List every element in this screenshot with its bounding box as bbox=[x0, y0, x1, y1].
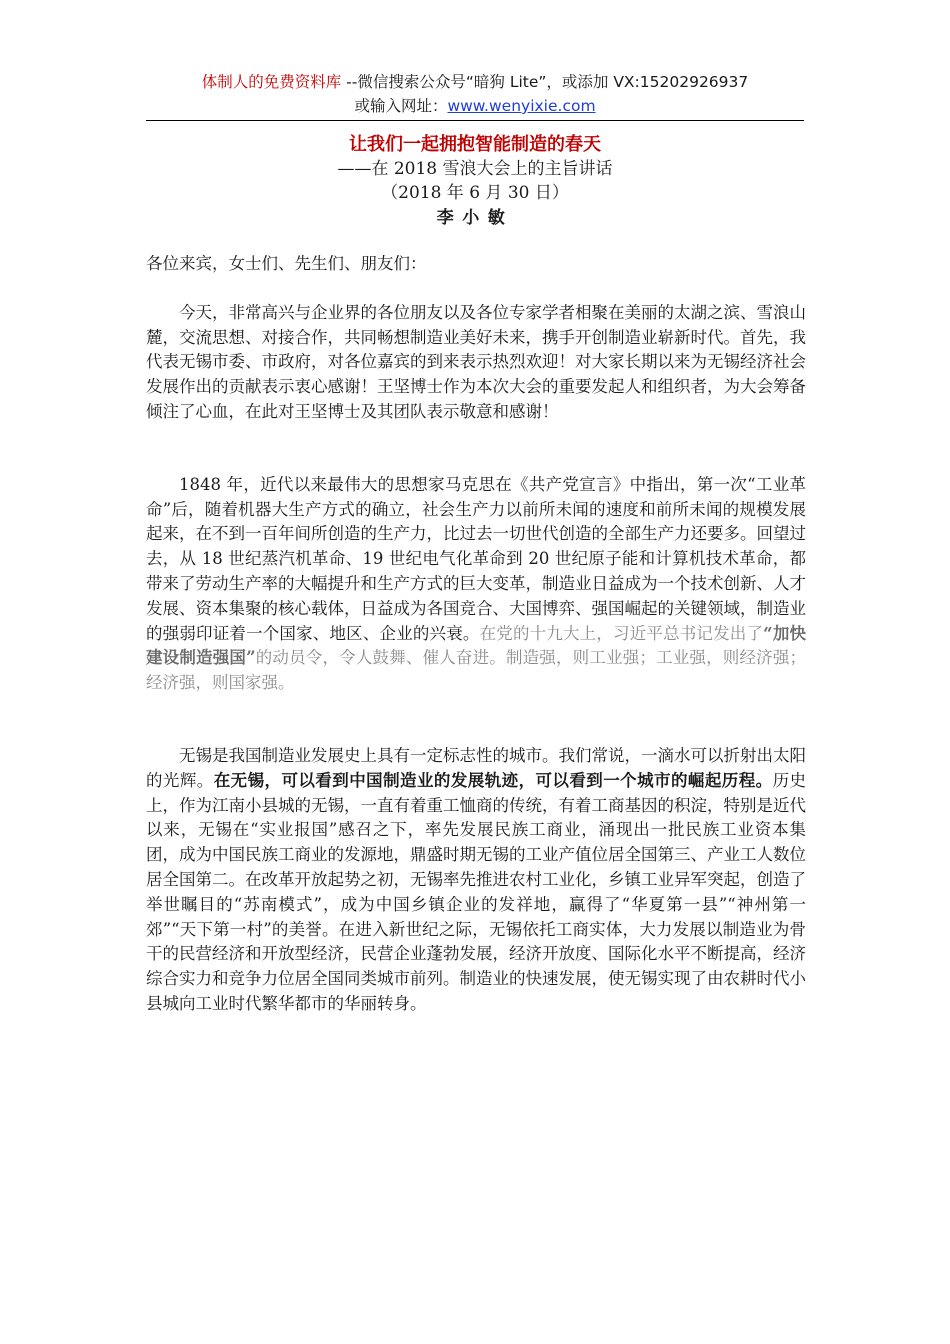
doc-date: （2018 年 6 月 30 日） bbox=[381, 183, 569, 203]
paragraph-spacer bbox=[146, 696, 806, 744]
paragraph-2-muted-bold: “加快建设制造强国” bbox=[146, 623, 807, 668]
header-brand: 体制人的免费资料库 bbox=[201, 73, 342, 91]
title-block bbox=[0, 133, 950, 231]
paragraph-3-a: 无锡是我国制造业发展史上具有一定标志性的城市。我们常说，一滴水可以折射出太阳的光辉。 bbox=[146, 745, 806, 790]
paragraph-2-muted-b: 的动员令，令人鼓舞、催人奋进。制造强，则工业强；工业强，则经济强；经济强，则国家强。 bbox=[146, 648, 807, 693]
doc-title: 让我们一起拥抱智能制造的春天 bbox=[349, 134, 601, 155]
header-line-2 bbox=[0, 94, 950, 118]
salutation: 各位来宾，女士们、先生们、朋友们： bbox=[146, 254, 427, 273]
doc-subtitle: ——在 2018 雪浪大会上的主旨讲话 bbox=[337, 159, 613, 179]
paragraph-3-b: 历史上，作为江南小县城的无锡，一直有着重工恤商的传统，有着工商基因的积淀，特别是近代以来，无锡在“实业报国”感召之下，率先发展民族工商业，涌现出一批民族工业资本集团，成为中国民族工商业的发源地，鼎盛时期无锡的工业产值位居全国第三、产业工人数位居全国第二。在改革开放起势之初，无锡率先推进农村工业化，乡镇工业异军突起，创造了举世瞩目的“苏南模式”，成为中国乡镇企业的发祥地，赢得了“华夏第一县”“神州第一郊”“天下第一村”的美誉。在进入新世纪之际，无锡依托工商实体，大力发展以制造业为骨干的民营经济和开放型经济，民营企业蓬勃发展，经济开放度、国际化水平不断提高，经济综合实力和竞争力位居全国同类城市前列。制造业的快速发展，使无锡实现了由农耕时代小县城向工业时代繁华都市的华丽转身。 bbox=[146, 770, 807, 1013]
paragraph-3-bold: 在无锡，可以看到中国制造业的发展轨迹，可以看到一个城市的崛起历程。 bbox=[213, 770, 773, 790]
paragraph-2 bbox=[146, 473, 806, 696]
header-site-link[interactable]: www.wenyixie.com bbox=[447, 97, 596, 115]
doc-author: 李小敏 bbox=[436, 208, 514, 228]
header-site-prefix: 或输入网址： bbox=[354, 97, 448, 115]
paragraph-spacer bbox=[146, 425, 806, 473]
document-body bbox=[146, 252, 806, 1017]
paragraph-2-main: 1848 年，近代以来最伟大的思想家马克思在《共产党宣言》中指出，第一次“工业革命”后，随着机器大生产方式的确立，社会生产力以前所未闻的速度和前所未闻的规模发展起来，在不到一百年间所创造的生产力，比过去一切世代创造的全部生产力还要多。回望过去，从 18 世纪蒸汽机革命、19 世纪电气化革命到 20 世纪原子能和计算机技术革命，都带来了劳动生产率的大幅提升和生产方式的巨大变革，制造业日益成为一个技术创新、人才发展、资本集聚的核心载体，日益成为各国竞合、大国博弈、强国崛起的关键领域，制造业的强弱印证着一个国家、地区、企业的兴衰。 bbox=[146, 474, 806, 643]
header-line-1 bbox=[0, 70, 950, 94]
paragraph-2-muted-a: 在党的十九大上，习近平总书记发出了 bbox=[479, 623, 764, 643]
header-notice: --微信搜索公众号“暗狗 Lite”，或添加 VX:15202926937 bbox=[341, 73, 749, 91]
header-banner bbox=[0, 70, 950, 118]
header-divider bbox=[146, 120, 804, 121]
paragraph-3 bbox=[146, 744, 806, 1017]
paragraph-1: 今天，非常高兴与企业界的各位朋友以及各位专家学者相聚在美丽的太湖之滨、雪浪山麓，交流思想、对接合作，共同畅想制造业美好未来，携手开创制造业崭新时代。首先，我代表无锡市委、市政府，对各位嘉宾的到来表示热烈欢迎！对大家长期以来为无锡经济社会发展作出的贡献表示衷心感谢！王坚博士作为本次大会的重要发起人和组织者，为大会筹备倾注了心血，在此对王坚博士及其团队表示敬意和感谢！ bbox=[146, 302, 806, 421]
